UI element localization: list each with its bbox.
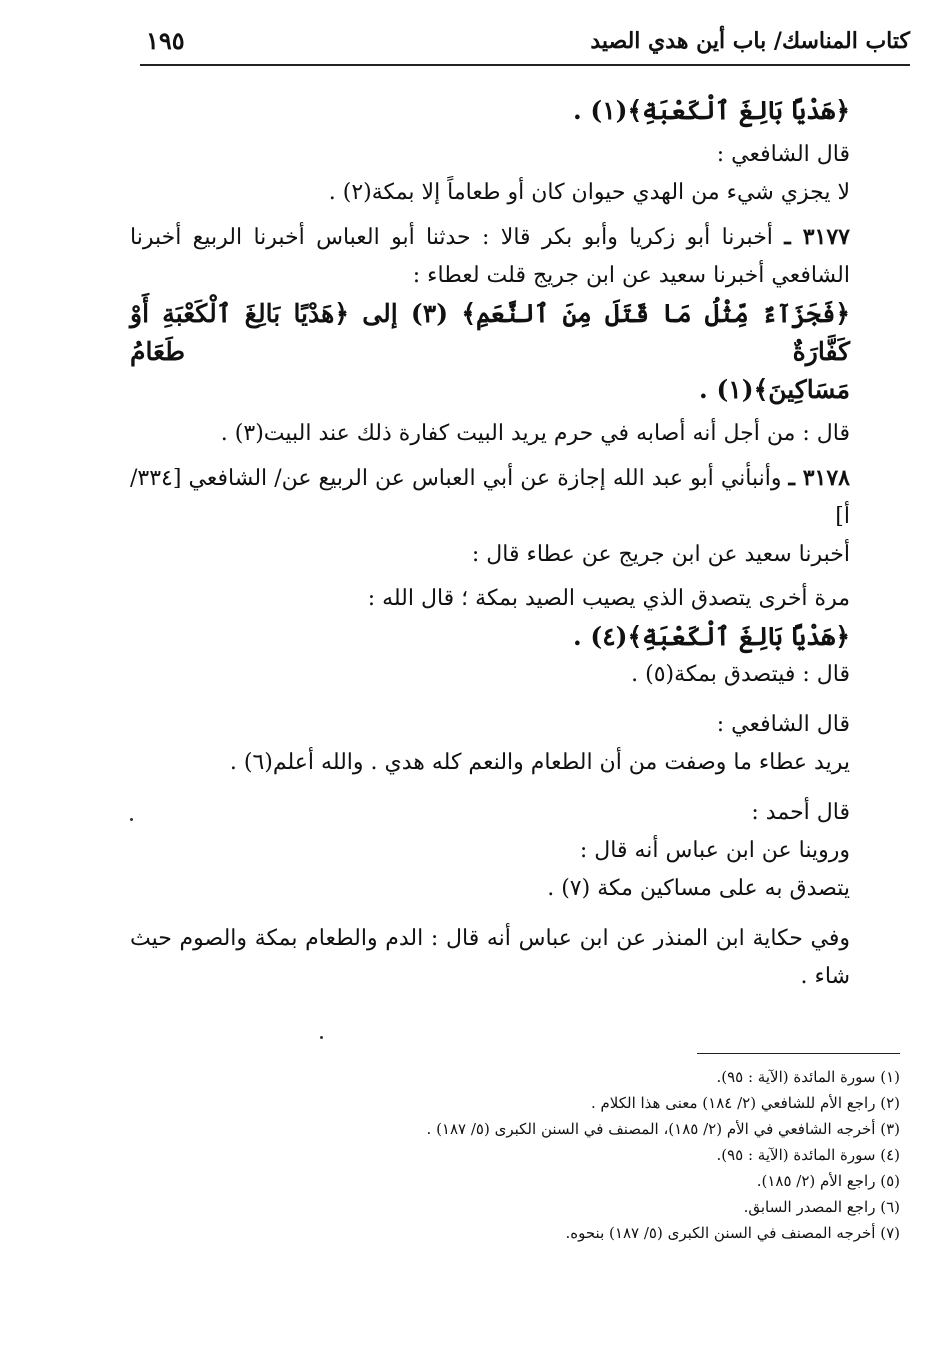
quran-verse: ﴿فَجَزَآءٌ مِّثْلُ مَا قَتَلَ مِنَ ٱلنَّعَمِ﴾ (٣) إلى ﴿هَدْيًا بَالِغَ ٱلْكَعْبَةِ أَوْ كَفَّارَةٌ طَعَامُ [130,299,850,366]
hadith-text: أخبرنا أبو زكريا وأبو بكر قالا : حدثنا أبو العباس أخبرنا الربيع أخبرنا [130,225,773,250]
text-line: شاء . [800,964,850,989]
footnotes [300,1064,900,1246]
footnote: (٧) أخرجه المصنف في السنن الكبرى (٥/ ١٨٧) بنحوه. [565,1224,900,1242]
quran-verse: ﴿هَدْيًا بَالِغَ ٱلْكَعْبَةِ﴾(١) . [572,96,850,125]
hadith-line [130,218,850,257]
text-line: وفي حكاية ابن المنذر عن ابن عباس أنه قال : الدم والطعام بمكة والصوم حيث [130,926,850,951]
header-divider [140,64,910,66]
quran-verse: ﴿هَدْيًا بَالِغَ ٱلْكَعْبَةِ﴾(٤) . [572,622,850,651]
text-line: يتصدق به على مساكين مكة (٧) . [547,876,850,901]
text-line: الشافعي أخبرنا سعيد عن ابن جريج قلت لعطاء : [412,263,850,288]
text-line: قال : من أجل أنه أصابه في حرم يريد البيت كفارة ذلك عند البيت(٣) . [220,421,850,446]
text-line: قال : فيتصدق بمكة(٥) . [631,662,850,687]
footnote: (٦) راجع المصدر السابق. [743,1198,900,1216]
footnote: (٣) أخرجه الشافعي في الأم (٢/ ١٨٥)، المصنف في السنن الكبرى (٥/ ١٨٧) . [426,1120,900,1138]
hadith-line [130,459,850,536]
text-line: لا يجزي شيء من الهدي حيوان كان أو طعاماً إلا بمكة(٢) . [328,180,850,205]
footnote-divider [697,1053,900,1054]
text-line: مرة أخرى يتصدق الذي يصيب الصيد بمكة ؛ قال الله : [367,586,850,611]
footnote: (٢) راجع الأم للشافعي (٢/ ١٨٤) معنى هذا الكلام . [590,1094,900,1112]
scan-speck [320,1036,323,1039]
footnote: (١) سورة المائدة (الآية : ٩٥). [716,1068,900,1086]
main-text [130,92,850,996]
footnote: (٥) راجع الأم (٢/ ١٨٥). [756,1172,900,1190]
speaker-line: قال الشافعي : [716,712,850,737]
hadith-number: ٣١٧٧ ـ [784,224,850,250]
text-line: وروينا عن ابن عباس أنه قال : [579,838,850,863]
running-title: كتاب المناسك/ باب أين هدي الصيد [590,28,910,54]
page-header [140,22,910,62]
scan-speck [130,818,133,821]
speaker-line: قال أحمد : [751,800,850,825]
hadith-text: وأنبأني أبو عبد الله إجازة عن أبي العباس عن الربيع عن/ الشافعي [٣٣٤/ أ] [130,466,850,529]
speaker-line: قال الشافعي : [716,142,850,167]
footnote: (٤) سورة المائدة (الآية : ٩٥). [716,1146,900,1164]
text-line: يريد عطاء ما وصفت من أن الطعام والنعم كله هدي . والله أعلم(٦) . [229,750,850,775]
text-line: أخبرنا سعيد عن ابن جريج عن عطاء قال : [471,542,850,567]
page-number: ١٩٥ [146,26,185,55]
hadith-number: ٣١٧٨ ـ [788,465,850,491]
quran-verse: مَسَاكِينَ﴾(١) . [699,375,850,404]
